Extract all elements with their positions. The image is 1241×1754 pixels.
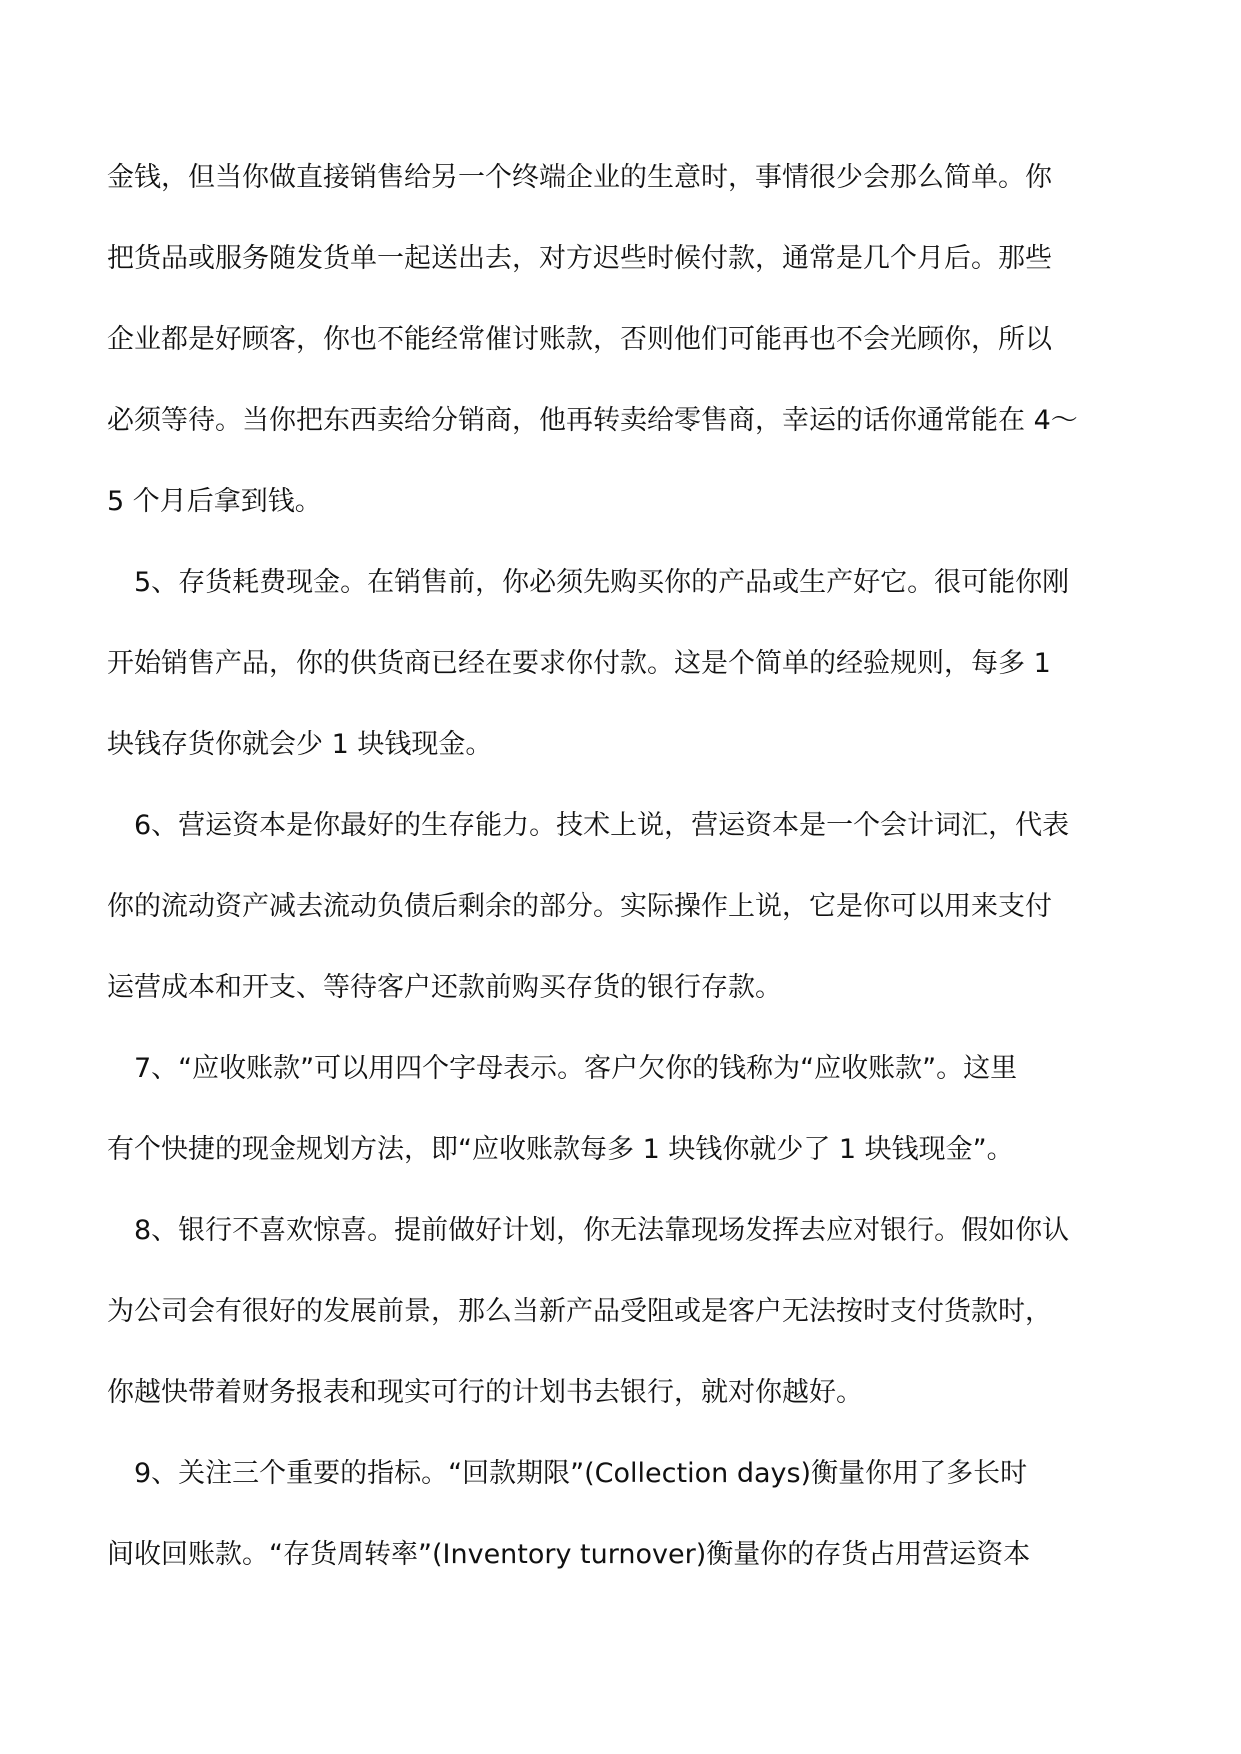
paragraph-9-line: 9、关注三个重要的指标。“回款期限”(Collection days)衡量你用了多长时	[107, 1458, 1028, 1489]
text-line: 有个快捷的现金规划方法，即“应收账款每多 1 块钱你就少了 1 块钱现金”。	[107, 1134, 1014, 1165]
text-line: 开始销售产品，你的供货商已经在要求你付款。这是个简单的经验规则，每多 1	[107, 648, 1051, 679]
paragraph-7-line: 7、“应收账款”可以用四个字母表示。客户欠你的钱称为“应收账款”。这里	[107, 1053, 1018, 1084]
text-line: 你越快带着财务报表和现实可行的计划书去银行，就对你越好。	[107, 1377, 863, 1408]
text-line: 企业都是好顾客，你也不能经常催讨账款，否则他们可能再也不会光顾你，所以	[107, 324, 1052, 355]
paragraph-5-line: 5、存货耗费现金。在销售前，你必须先购买你的产品或生产好它。很可能你刚	[107, 567, 1070, 598]
text-line: 间收回账款。“存货周转率”(Inventory turnover)衡量你的存货占用营运资本	[107, 1539, 1031, 1570]
text-line: 为公司会有很好的发展前景，那么当新产品受阻或是客户无法按时支付货款时，	[107, 1296, 1052, 1327]
paragraph-8-line: 8、银行不喜欢惊喜。提前做好计划，你无法靠现场发挥去应对银行。假如你认	[107, 1215, 1070, 1246]
text-line: 块钱存货你就会少 1 块钱现金。	[107, 729, 493, 760]
text-line: 必须等待。当你把东西卖给分销商，他再转卖给零售商，幸运的话你通常能在 4～	[107, 405, 1078, 436]
text-line: 金钱，但当你做直接销售给另一个终端企业的生意时，事情很少会那么简单。你	[107, 162, 1052, 193]
document-body	[107, 158, 1137, 1616]
text-line: 把货品或服务随发货单一起送出去，对方迟些时候付款，通常是几个月后。那些	[107, 243, 1052, 274]
text-line: 你的流动资产减去流动负债后剩余的部分。实际操作上说，它是你可以用来支付	[107, 891, 1052, 922]
text-line: 运营成本和开支、等待客户还款前购买存货的银行存款。	[107, 972, 782, 1003]
text-line: 5 个月后拿到钱。	[107, 486, 322, 517]
paragraph-6-line: 6、营运资本是你最好的生存能力。技术上说，营运资本是一个会计词汇，代表	[107, 810, 1070, 841]
